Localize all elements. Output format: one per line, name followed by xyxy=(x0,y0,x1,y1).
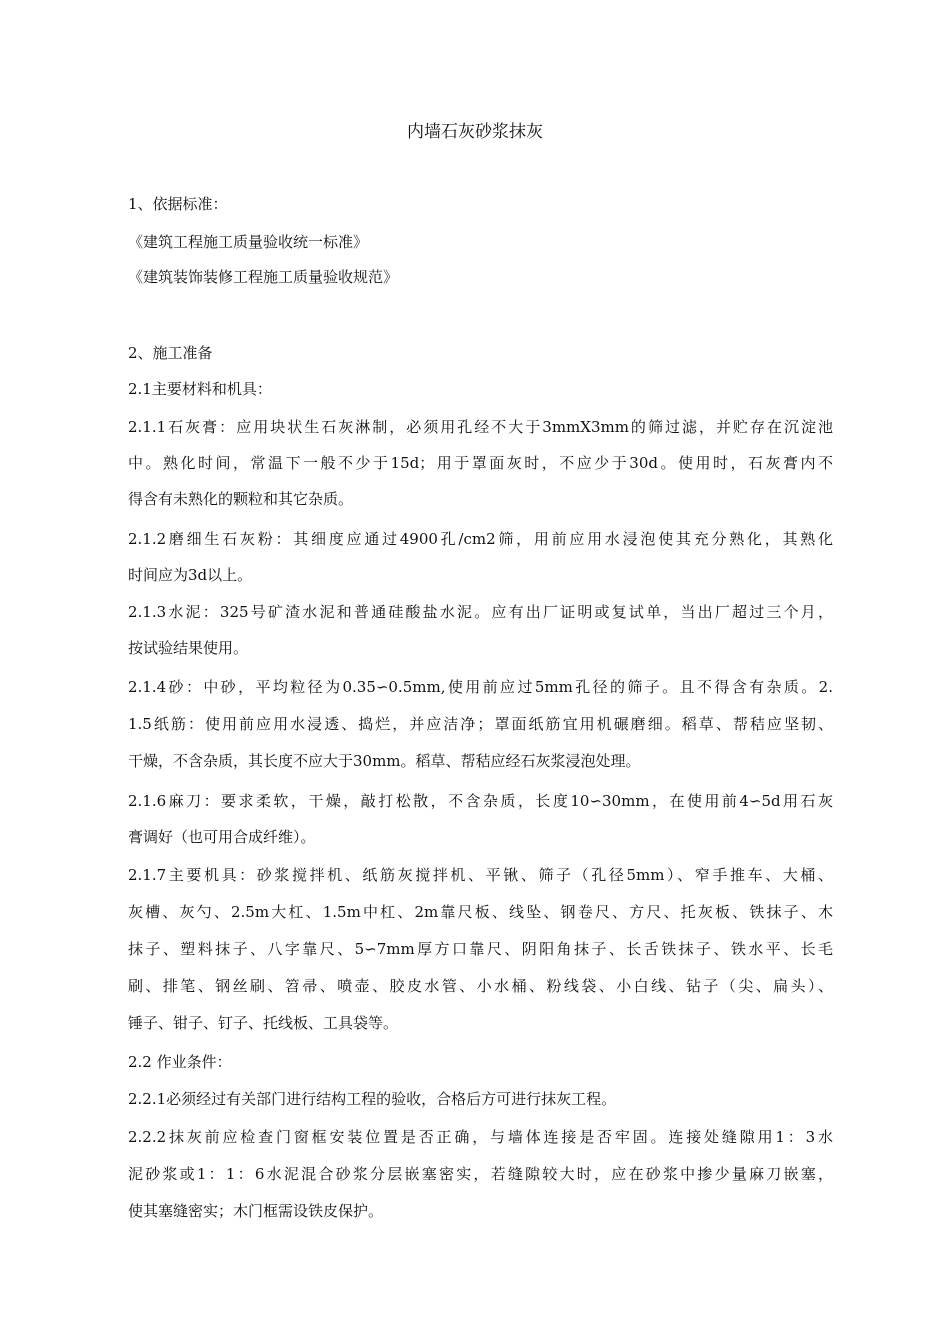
paragraph-line: 1.5纸筋：使用前应用水浸透、捣烂，并应洁净；罩面纸筋宜用机碾磨细。稻草、帮秸应坚韧、 xyxy=(128,715,833,733)
paragraph-line: 得含有未熟化的颗粒和其它杂质。 xyxy=(128,490,354,508)
paragraph-line: 泥砂浆或1：1：6水泥混合砂浆分层嵌塞密实，若缝隙较大时，应在砂浆中掺少量麻刀嵌塞， xyxy=(128,1165,833,1183)
paragraph-line: 中。熟化时间，常温下一般不少于15d；用于罩面灰时，不应少于30d。使用时，石灰膏内不 xyxy=(128,454,833,472)
paragraph-line: 2.1.3水泥：325号矿渣水泥和普通硅酸盐水泥。应有出厂证明或复试单，当出厂超过三个月， xyxy=(128,603,833,621)
paragraph-line: 2.1.2磨细生石灰粉：其细度应通过4900孔/cm2筛，用前应用水浸泡使其充分熟化，其熟化 xyxy=(128,530,833,548)
paragraph-line: 抹子、塑料抹子、八字靠尺、5∽7mm厚方口靠尺、阴阳角抹子、长舌铁抹子、铁水平、长毛 xyxy=(128,940,833,958)
document-title: 内墙石灰砂浆抹灰 xyxy=(407,122,543,142)
section-heading: 1、依据标准： xyxy=(128,195,228,213)
paragraph-line: 2.2.1必须经过有关部门进行结构工程的验收，合格后方可进行抹灰工程。 xyxy=(128,1090,617,1108)
paragraph-line: 干燥，不含杂质，其长度不应大于30mm。稻草、帮秸应经石灰浆浸泡处理。 xyxy=(128,752,641,770)
paragraph-line: 刷、排笔、钢丝刷、笤帚、喷壶、胶皮水管、小水桶、粉线袋、小白线、钻子（尖、扁头）、 xyxy=(128,977,833,995)
paragraph-line: 2.1.7主要机具：砂浆搅拌机、纸筋灰搅拌机、平锹、筛子（孔径5mm）、窄手推车、大桶、 xyxy=(128,866,833,884)
subsection-heading: 2.1主要材料和机具： xyxy=(128,380,272,398)
paragraph-line: 时间应为3d以上。 xyxy=(128,566,253,584)
subsection-heading: 2.2 作业条件： xyxy=(128,1053,232,1071)
paragraph-line: 膏调好（也可用合成纤维）。 xyxy=(128,828,316,846)
paragraph-line: 2.1.6麻刀：要求柔软，干燥，敲打松散，不含杂质，长度10∽30mm，在使用前4∽5d用石灰 xyxy=(128,792,833,810)
paragraph-line: 按试验结果使用。 xyxy=(128,639,249,657)
paragraph-line: 灰槽、灰勺、2.5m大杠、1.5m中杠、2m靠尺板、线坠、钢卷尺、方尺、托灰板、铁抹子、木 xyxy=(128,903,833,921)
section-heading: 2、施工准备 xyxy=(128,344,213,362)
paragraph-line: 使其塞缝密实；木门框需设铁皮保护。 xyxy=(128,1202,384,1220)
paragraph-line: 2.1.1石灰膏：应用块状生石灰淋制，必须用孔经不大于3mmX3mm的筛过滤，并贮存在沉淀池 xyxy=(128,418,833,436)
standard-reference: 《建筑工程施工质量验收统一标准》 xyxy=(128,233,369,251)
standard-reference: 《建筑装饰装修工程施工质量验收规范》 xyxy=(128,268,399,286)
paragraph-line: 2.1.4砂：中砂，平均粒径为0.35∽0.5mm,使用前应过5mm孔径的筛子。且不得含有杂质。2. xyxy=(128,678,833,696)
paragraph-line: 2.2.2抹灰前应检查门窗框安装位置是否正确，与墙体连接是否牢固。连接处缝隙用1：3水 xyxy=(128,1128,833,1146)
paragraph-line: 锤子、钳子、钉子、托线板、工具袋等。 xyxy=(128,1014,399,1032)
